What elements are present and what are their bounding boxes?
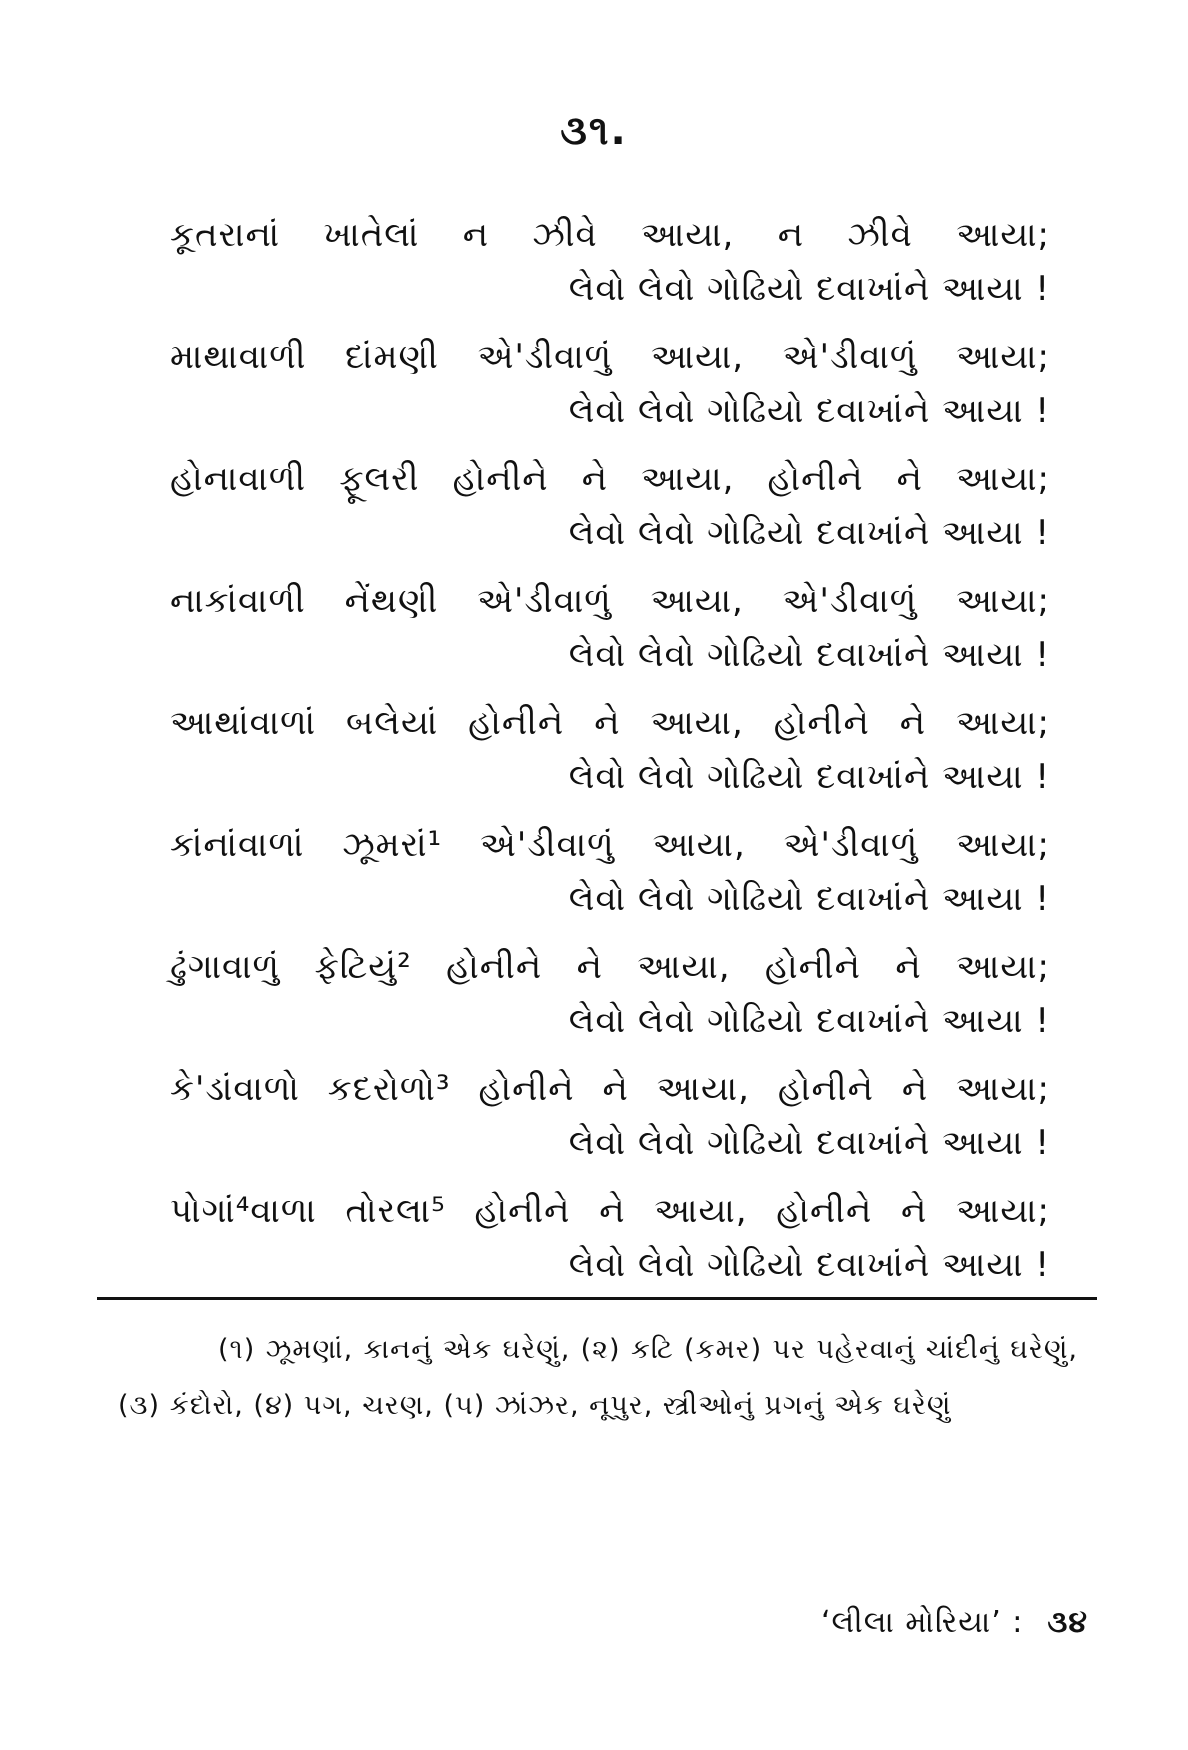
footnotes: (૧) ઝૂમણાં, કાનનું એક ઘરેણું, (૨) કટિ (કમર) પર પહેરવાનું ચાંદીનું ઘરેણું, (૩) કંદોરો, (૪) પગ, ચરણ, (૫) ઝાંઝર, નૂપુર, સ્ત્રીઓનું પ્રગનું એક ઘરેણું [118, 1334, 1078, 1421]
page-footer [821, 1605, 1088, 1640]
stanza [170, 1186, 1050, 1308]
refrain-line: લેવો લેવો ગોઢિયો દવાખાંને આયા ! [568, 879, 1050, 919]
stanza [170, 454, 1050, 576]
verse-line: ઢુંગાવાળું ફેટિયું² હોનીને ને આયા, હોનીને ને આયા; [170, 947, 1050, 987]
refrain-line: લેવો લેવો ગોઢિયો દવાખાંને આયા ! [568, 1245, 1050, 1285]
refrain-line: લેવો લેવો ગોઢિયો દવાખાંને આયા ! [568, 513, 1050, 553]
stanza [170, 698, 1050, 820]
refrain-line: લેવો લેવો ગોઢિયો દવાખાંને આયા ! [568, 1001, 1050, 1041]
stanza [170, 576, 1050, 698]
verse-line: કાંનાંવાળાં ઝૂમરાં¹ એ'ડીવાળું આયા, એ'ડીવાળું આયા; [170, 825, 1050, 865]
poem-body [170, 210, 1050, 1308]
verse-line: પોગાં⁴વાળા તોરલા⁵ હોનીને ને આયા, હોનીને ને આયા; [170, 1191, 1050, 1231]
poem-number: ૩૧. [560, 108, 628, 154]
verse-line: કે'ડાંવાળો કદરોળો³ હોનીને ને આયા, હોનીને ને આયા; [170, 1069, 1050, 1109]
stanza [170, 1064, 1050, 1186]
verse-line: કૂતરાનાં ખાતેલાં ન ઝીવે આયા, ન ઝીવે આયા; [170, 215, 1050, 255]
refrain-line: લેવો લેવો ગોઢિયો દવાખાંને આયા ! [568, 391, 1050, 431]
stanza [170, 820, 1050, 942]
verse-line: નાકાંવાળી નેંથણી એ'ડીવાળું આયા, એ'ડીવાળું આયા; [170, 581, 1050, 621]
stanza [170, 332, 1050, 454]
verse-line: હોનાવાળી ફૂલરી હોનીને ને આયા, હોનીને ને આયા; [170, 459, 1050, 499]
verse-line: માથાવાળી દાંમણી એ'ડીવાળું આયા, એ'ડીવાળું આયા; [170, 337, 1050, 377]
footnote-divider [97, 1297, 1097, 1300]
page-number: ૩૪ [1047, 1605, 1088, 1640]
refrain-line: લેવો લેવો ગોઢિયો દવાખાંને આયા ! [568, 635, 1050, 675]
verse-line: આથાંવાળાં બલેયાં હોનીને ને આયા, હોનીને ને આયા; [170, 703, 1050, 743]
stanza [170, 210, 1050, 332]
source-title: ‘લીલા મોરિયા’ : [820, 1605, 1024, 1640]
refrain-line: લેવો લેવો ગોઢિયો દવાખાંને આયા ! [568, 757, 1050, 797]
refrain-line: લેવો લેવો ગોઢિયો દવાખાંને આયા ! [568, 269, 1050, 309]
refrain-line: લેવો લેવો ગોઢિયો દવાખાંને આયા ! [568, 1123, 1050, 1163]
stanza [170, 942, 1050, 1064]
